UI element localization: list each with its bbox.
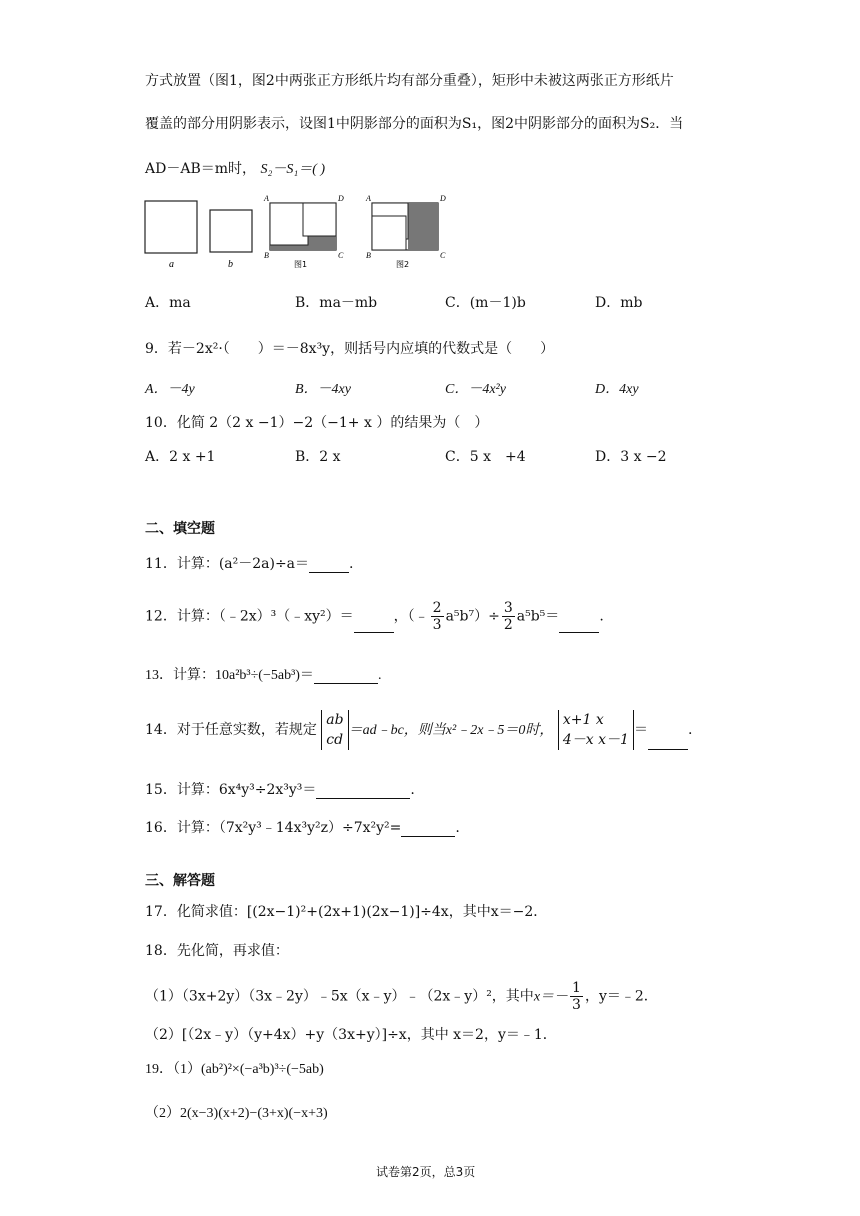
q11-blank: [309, 558, 349, 573]
q14-post: ＝: [633, 722, 648, 738]
svg-text:D: D: [338, 194, 344, 203]
q12-part2: ，（﹣: [393, 608, 429, 625]
q19-part2: （2）2(x−3)(x+2)−(3+x)(−x+3): [145, 1106, 328, 1121]
q12-part3: a⁵b⁷）÷: [445, 608, 500, 625]
label-b: b: [228, 259, 233, 270]
q18-1-post: ，y＝﹣2．: [584, 988, 658, 1005]
q8-line1: 方式放置（图1，图2中两张正方形纸片均有部分重叠），矩形中未被这两张正方形纸片: [145, 73, 674, 89]
q15-text: 15．计算：6x⁴y³÷2x³y³＝: [145, 782, 317, 798]
q12-part1: 12．计算：（﹣2x）³（﹣xy²）＝: [145, 608, 354, 625]
q10-choice-a: A．2 x +1: [145, 449, 216, 465]
section-solve-heading: 三、解答题: [145, 873, 215, 889]
q18-1-pre: （1）（3x+2y）（3x﹣2y）﹣5x（x﹣y）﹣（2x﹣y）²，其中: [145, 988, 534, 1005]
q8-choice-a: A．ma: [145, 295, 191, 311]
q18: 18．先化简，再求值：: [145, 943, 289, 959]
svg-text:A: A: [264, 194, 269, 203]
q9-stem: 9．若－2x²·（ ）＝－8x³y，则括号内应填的代数式是（ ）: [145, 341, 555, 357]
q10-stem: 10．化简 2（2 x −1）−2（−1+ x ）的结果为（ ）: [145, 415, 489, 431]
svg-text:C: C: [338, 251, 344, 260]
q17: 17．化简求值：[(2x−1)²+(2x+1)(2x−1)]÷4x，其中x＝−2．: [145, 904, 548, 920]
section-fill-in-blank-heading: 二、填空题: [145, 521, 215, 537]
q12-frac2: $\frac{3}{2}$: [503, 600, 513, 633]
q14-blank: [648, 735, 688, 750]
q10-choice-b: B．2 x: [295, 449, 341, 465]
q14-det-definition: ab cd: [321, 710, 348, 750]
q16-text: 16．计算：（7x²y³﹣14x³y²z）÷7x²y²=: [145, 820, 402, 836]
svg-text:D: D: [440, 194, 446, 203]
q12: 12．计算：（﹣2x）³（﹣xy²）＝ ，（﹣ $\frac{2}{3}$ a⁵b⁷）÷ $\frac{3}{2}$ a⁵b⁵＝ .: [145, 600, 604, 633]
q11-text: 11．计算：(a²－2a)÷a＝: [145, 556, 310, 572]
svg-text:C: C: [440, 251, 446, 260]
q12-blank2: [559, 618, 599, 633]
label-a: a: [169, 259, 174, 270]
q9-choice-c: C．－4x²y: [445, 382, 506, 397]
q18-1-frac: $\frac{1}{3}$: [572, 980, 581, 1013]
q10-choice-d: D．3 x −2: [595, 449, 667, 465]
q8-figures: [140, 192, 460, 272]
svg-text:A: A: [366, 194, 371, 203]
q12-frac1: $\frac{2}{3}$: [432, 600, 442, 633]
q13: 13．计算：10a²b³÷(−5ab³)＝ .: [145, 668, 382, 683]
q15-blank: [316, 784, 410, 799]
fig1-caption: 图1: [294, 260, 308, 269]
q14-pre: 14．对于任意实数，若规定: [145, 722, 317, 738]
q8-line2: 覆盖的部分用阴影表示，设图1中阴影部分的面积为S₁，图2中阴影部分的面积为S₂．当: [145, 116, 684, 132]
q13-blank: [314, 669, 378, 684]
q9-choice-d: D．4xy: [595, 382, 639, 397]
q12-part4: a⁵b⁵＝: [516, 608, 560, 625]
q8-choice-d: D．mb: [595, 295, 643, 311]
q8-choice-b: B．ma－mb: [295, 295, 378, 311]
q15: 15．计算：6x⁴y³÷2x³y³＝ .: [145, 782, 415, 798]
q9-choice-a: A．－4y: [145, 382, 195, 397]
q14: 14．对于任意实数，若规定 ab cd ＝ad﹣bc，则当x²﹣2x﹣5＝0时， x+1 x 4－x x－1 ＝ .: [145, 712, 693, 748]
q14-det-question: x+1 x 4－x x－1: [558, 710, 634, 750]
q19-part1: 19．（1）(ab²)²×(−a³b)³÷(−5ab): [145, 1062, 324, 1077]
q8-choice-c: C．(m－1)b: [445, 295, 526, 311]
figure-2: [365, 194, 446, 269]
q11: 11．计算：(a²－2a)÷a＝ .: [145, 556, 354, 572]
q16: 16．计算：（7x²y³﹣14x³y²z）÷7x²y²= .: [145, 820, 460, 836]
q18-part1: [145, 980, 658, 1013]
fig2-caption: 图2: [396, 260, 410, 269]
figure-1: [263, 194, 344, 269]
q13-text: 13．计算：10a²b³÷(−5ab³)＝: [145, 668, 314, 683]
q8-line3-math: S₂－S₁＝( ): [260, 162, 326, 177]
square-b: [210, 210, 252, 252]
q12-blank1: [354, 618, 394, 633]
q18-part2: （2）[（2x﹣y）（y+4x）+y（3x+y）]÷x，其中 x＝2，y＝﹣1．: [145, 1027, 557, 1043]
q18-1-x: x＝－: [533, 989, 569, 1005]
q10-choice-c: C．5 x +4: [445, 449, 526, 465]
q14-mid: ＝ad﹣bc，则当x²﹣2x﹣5＝0时，: [348, 723, 554, 738]
svg-text:B: B: [366, 251, 371, 260]
q9-choice-b: B．－4xy: [295, 382, 351, 397]
svg-text:B: B: [264, 251, 269, 260]
q16-blank: [401, 822, 455, 837]
page-footer: 试卷第2页，总3页: [376, 1165, 476, 1179]
square-a: [145, 201, 197, 253]
q8-line3-pre: AD－AB＝m时，: [145, 161, 257, 177]
q8-line3: [145, 158, 325, 178]
